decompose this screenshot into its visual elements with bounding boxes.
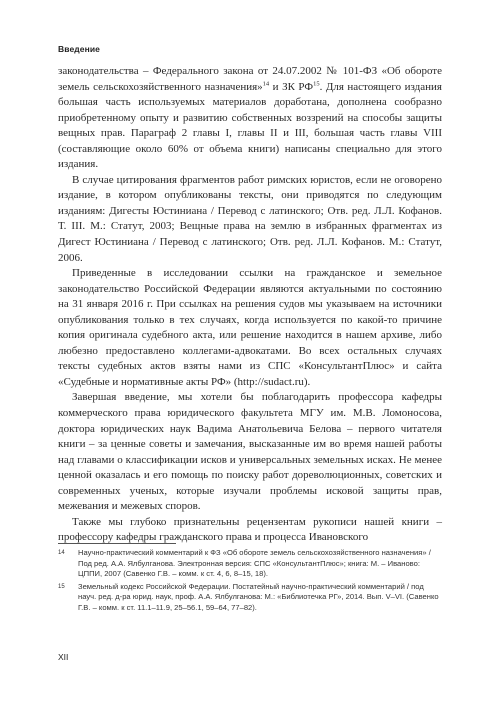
page-number: XII (58, 652, 69, 662)
paragraph-1-part-a: законодательства – Федерального закона от 24.07.2002 № 101-ФЗ «Об обороте земель сельскохозяйственного назначения» (58, 65, 442, 93)
paragraph-5: Также мы глубоко признательны рецензентам рукописи нашей книги – профессору кафедры гражданского права и процесса Ивановского (58, 515, 442, 544)
footnote-text: Научно-практический комментарий к ФЗ «Об обороте земель сельскохозяйственного назначения» / Под ред. А.А. Ялбулганова. Электронная версия: СПС «КонсультантПлюс»; книга: М. – Иваново: ЦППИ, 2007 (Савенко Г.В. – комм. к ст. 4, 6, 8–15, 18). (78, 548, 431, 579)
footnote-15 (58, 582, 442, 614)
paragraph-1-part-c: . Для настоящего издания большая часть используемых материалов доработана, дополнена сообразно приобретенному опыту и развитию собственных воззрений на способы защиты вещных прав. Параграф 2 главы I, главы II и III, большая часть главы VIII (составляющие около 60% от объема книги) написаны специально для этого издания. (58, 80, 442, 171)
paragraph-3: Приведенные в исследовании ссылки на гражданское и земельное законодательство Российской Федерации являются актуальными по состоянию на 31 января 2016 г. При ссылках на решения судов мы указываем на источники опубликования только в тех случаях, когда используется по какой-то причине копия оригинала судебного акта, или решение находится в нашем архиве, либо любезно предоставлено коллегами-адвокатами. Во всех остальных случаях тексты судебных актов взяты нами из СПС «КонсультантПлюс» и сайта «Судебные и нормативные акты РФ» (http://sudact.ru). (58, 267, 442, 388)
footnote-divider (58, 543, 176, 544)
footnotes (58, 548, 442, 616)
running-header: Введение (58, 44, 100, 54)
footnote-ref-14[interactable]: 14 (262, 79, 270, 87)
footnote-14 (58, 548, 442, 580)
paragraph-1 (58, 64, 442, 173)
paragraph-1-part-b: и ЗК РФ (269, 80, 314, 93)
footnote-number: 14 (58, 550, 65, 556)
footnote-ref-15[interactable]: 15 (313, 79, 320, 87)
footnote-number: 15 (58, 583, 65, 590)
paragraph-2: В случае цитирования фрагментов работ римских юристов, если не оговорено издание, в котором опубликованы тексты, они приводятся по следующим изданиям: Дигесты Юстиниана / Перевод с латинского; Отв. ред. Л.Л. Кофанов. Т. III. М.: Статут, 2003; Вещные права на землю в избранных фрагментах из Дигест Юстиниана / Перевод с латинского; Отв. ред. Л.Л. Кофанов. М.: Статут, 2006. (58, 173, 442, 264)
paragraph-4: Завершая введение, мы хотели бы поблагодарить профессора кафедры коммерческого права юридического факультета МГУ им. М.В. Ломоносова, доктора юридических наук Вадима Анатольевича Белова – первого читателя книги – за ценные советы и замечания, высказанные им во время нашей работы над главами о классификации исков и универсальных земельных исках. Не менее ценной оказалась и его помощь по поиску работ дореволюционных, советских и современных ученых, которые изучали проблемы исковой защиты прав, межевания и межевых споров. (58, 391, 442, 513)
footnote-text: Земельный кодекс Российской Федерации. Постатейный научно-практический комментарий / под науч. ред. д-ра юрид. наук, проф. А.А. Ялбулганова: М.: «Библиотечка РГ», 2014. Вып. V–VI. (Савенко Г.В. – комм. к ст. 11.1–11.9, 25–56.1, 59–64, 77–82). (78, 581, 439, 612)
main-text (58, 64, 442, 546)
